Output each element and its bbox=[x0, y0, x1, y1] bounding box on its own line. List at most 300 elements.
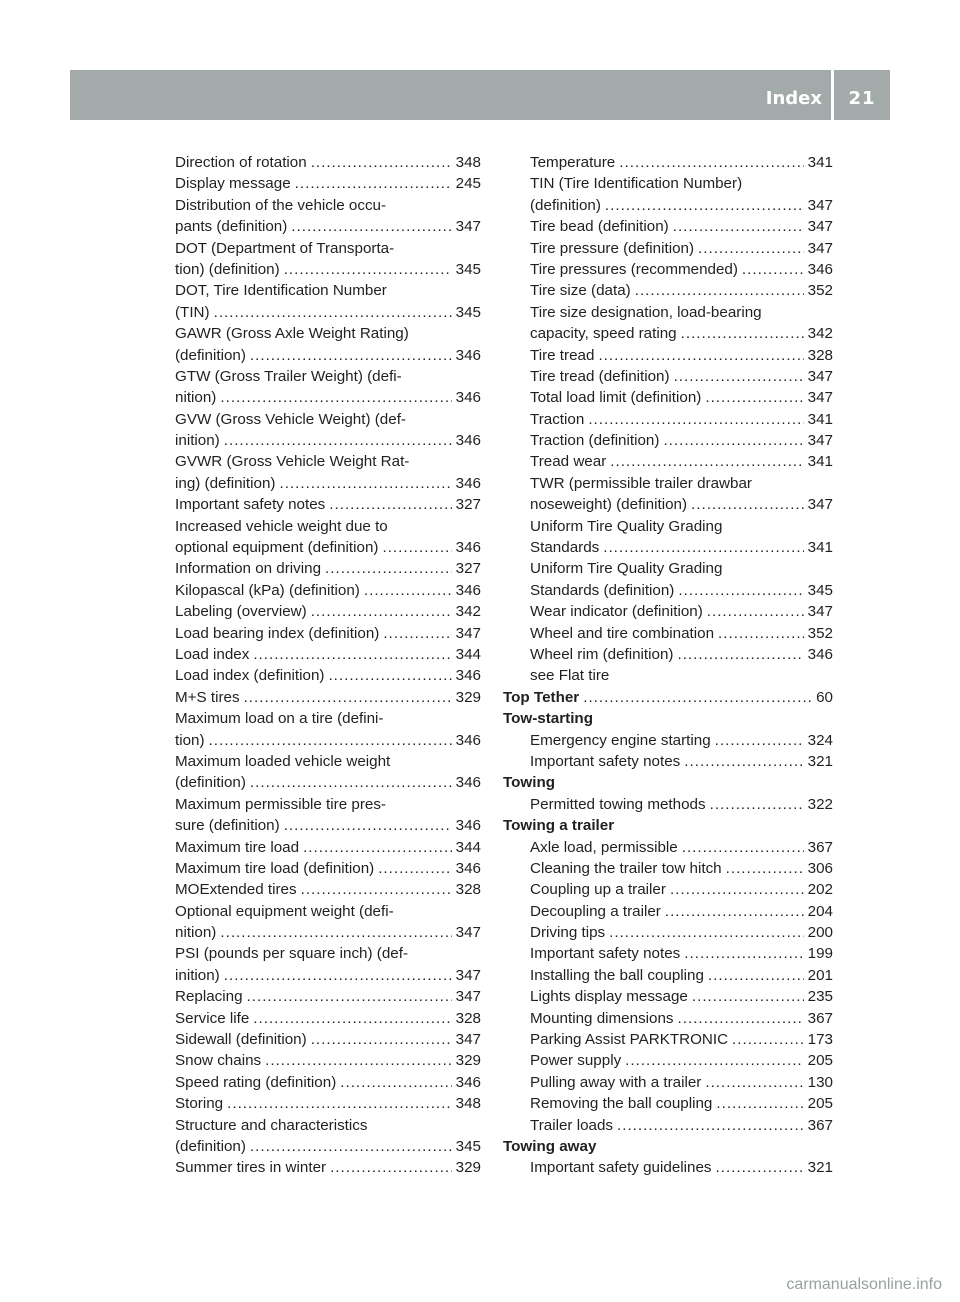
entry-text: Trailer loads bbox=[530, 1116, 613, 1134]
dot-leader bbox=[742, 259, 804, 280]
index-entry bbox=[175, 280, 481, 301]
dot-leader bbox=[598, 345, 803, 366]
index-entry bbox=[503, 601, 833, 622]
dot-leader bbox=[328, 665, 451, 686]
entry-text: Information on driving bbox=[175, 560, 322, 578]
index-entry bbox=[175, 387, 481, 408]
dot-leader bbox=[625, 1050, 803, 1071]
page-reference: 329 bbox=[455, 1159, 481, 1177]
entry-text: Towing away bbox=[503, 1137, 597, 1155]
dot-leader bbox=[665, 901, 804, 922]
dot-leader bbox=[250, 345, 452, 366]
dot-leader bbox=[716, 1157, 804, 1178]
index-entry bbox=[175, 1072, 481, 1093]
page-number: 21 bbox=[848, 88, 876, 109]
index-entry bbox=[503, 238, 833, 259]
dot-leader bbox=[265, 1050, 452, 1071]
page-reference: 341 bbox=[807, 154, 833, 171]
page-reference: 347 bbox=[455, 924, 481, 942]
dot-leader bbox=[718, 623, 804, 644]
index-entry bbox=[503, 430, 833, 451]
page-reference: 341 bbox=[807, 539, 833, 557]
page-reference: 324 bbox=[807, 731, 833, 749]
entry-text: PSI (pounds per square inch) (def- bbox=[175, 945, 408, 963]
index-entry bbox=[503, 1029, 833, 1050]
dot-leader bbox=[253, 644, 451, 665]
index-entry bbox=[175, 238, 481, 259]
index-entry bbox=[175, 1115, 481, 1136]
index-entry bbox=[175, 986, 481, 1007]
page-reference: 346 bbox=[455, 346, 481, 364]
entry-text: Maximum permissible tire pres- bbox=[175, 795, 386, 813]
entry-text: Lights display message bbox=[530, 988, 688, 1006]
page-reference: 347 bbox=[807, 239, 833, 257]
dot-leader bbox=[710, 794, 804, 815]
entry-text: GAWR (Gross Axle Weight Rating) bbox=[175, 325, 409, 343]
page-reference: 328 bbox=[455, 881, 481, 899]
index-entry bbox=[503, 409, 833, 430]
index-entry bbox=[503, 965, 833, 986]
dot-leader bbox=[382, 537, 451, 558]
dot-leader bbox=[220, 922, 451, 943]
index-entry bbox=[503, 473, 833, 494]
index-entry bbox=[175, 1008, 481, 1029]
page-reference: 346 bbox=[455, 774, 481, 792]
entry-text: inition) bbox=[175, 966, 220, 984]
entry-text: Direction of rotation bbox=[175, 154, 307, 171]
index-entry bbox=[503, 901, 833, 922]
entry-text: Coupling up a trailer bbox=[530, 881, 666, 899]
page-reference: 367 bbox=[807, 1009, 833, 1027]
entry-text: Snow chains bbox=[175, 1052, 262, 1070]
entry-text: Towing a trailer bbox=[503, 817, 615, 835]
page-reference: 346 bbox=[455, 474, 481, 492]
entry-text: Uniform Tire Quality Grading bbox=[530, 560, 723, 578]
dot-leader bbox=[726, 858, 804, 879]
entry-text: nition) bbox=[175, 389, 217, 407]
dot-leader bbox=[284, 815, 452, 836]
index-heading bbox=[503, 708, 833, 729]
entry-text: optional equipment (definition) bbox=[175, 539, 379, 557]
page-reference: 173 bbox=[807, 1031, 833, 1049]
index-entry bbox=[175, 687, 481, 708]
dot-leader bbox=[617, 1115, 804, 1136]
entry-text: Top Tether bbox=[503, 688, 580, 706]
page-reference: 352 bbox=[807, 624, 833, 642]
index-entry bbox=[175, 173, 481, 194]
index-entry bbox=[503, 1072, 833, 1093]
entry-text: DOT, Tire Identification Number bbox=[175, 282, 387, 300]
dot-leader bbox=[291, 216, 451, 237]
entry-text: Standards bbox=[530, 539, 600, 557]
page-reference: 321 bbox=[807, 1159, 833, 1177]
dot-leader bbox=[684, 751, 803, 772]
dot-leader bbox=[708, 965, 804, 986]
page-reference: 327 bbox=[455, 560, 481, 578]
index-entry bbox=[503, 516, 833, 537]
entry-text: Important safety notes bbox=[530, 945, 681, 963]
index-column-right bbox=[503, 152, 833, 1179]
dot-leader bbox=[588, 409, 803, 430]
index-entry bbox=[175, 794, 481, 815]
dot-leader bbox=[716, 1093, 803, 1114]
index-entry bbox=[503, 751, 833, 772]
page-reference: 347 bbox=[455, 988, 481, 1006]
index-entry bbox=[175, 708, 481, 729]
page-reference: 341 bbox=[807, 410, 833, 428]
entry-text: see Flat tire bbox=[530, 667, 610, 685]
page-reference: 205 bbox=[807, 1052, 833, 1070]
dot-leader bbox=[610, 451, 803, 472]
entry-text: GTW (Gross Trailer Weight) (defi- bbox=[175, 367, 402, 385]
index-entry bbox=[175, 430, 481, 451]
page-reference: 202 bbox=[807, 881, 833, 899]
dot-leader bbox=[340, 1072, 451, 1093]
entry-text: Tire tread bbox=[530, 346, 595, 364]
index-entry bbox=[175, 751, 481, 772]
entry-text: Traction bbox=[530, 410, 585, 428]
page-reference: 367 bbox=[807, 1116, 833, 1134]
index-entry bbox=[503, 580, 833, 601]
entry-text: (definition) bbox=[175, 774, 246, 792]
index-entry bbox=[175, 259, 481, 280]
index-entry bbox=[503, 1093, 833, 1114]
entry-text: Total load limit (definition) bbox=[530, 389, 702, 407]
page-reference: 346 bbox=[455, 432, 481, 450]
index-entry bbox=[175, 837, 481, 858]
index-heading bbox=[503, 1136, 833, 1157]
dot-leader bbox=[635, 280, 804, 301]
index-entry bbox=[503, 837, 833, 858]
dot-leader bbox=[619, 152, 803, 173]
section-title: Index bbox=[765, 88, 822, 109]
dot-leader bbox=[698, 238, 804, 259]
index-entry bbox=[175, 1050, 481, 1071]
entry-text: TWR (permissible trailer drawbar bbox=[530, 474, 752, 492]
page-reference: 347 bbox=[455, 218, 481, 236]
index-entry bbox=[175, 366, 481, 387]
index-entry bbox=[175, 943, 481, 964]
page-reference: 367 bbox=[807, 838, 833, 856]
page-reference: 344 bbox=[455, 645, 481, 663]
entry-text: Service life bbox=[175, 1009, 250, 1027]
entry-text: Storing bbox=[175, 1095, 224, 1113]
entry-text: Maximum tire load (definition) bbox=[175, 859, 375, 877]
page-reference: 130 bbox=[807, 1073, 833, 1091]
index-entry bbox=[175, 152, 481, 173]
index-entry bbox=[503, 152, 833, 173]
page-reference: 205 bbox=[807, 1095, 833, 1113]
dot-leader bbox=[583, 687, 812, 708]
entry-text: sure (definition) bbox=[175, 817, 280, 835]
entry-text: Replacing bbox=[175, 988, 243, 1006]
page-reference: 347 bbox=[455, 1031, 481, 1049]
entry-text: Tire size (data) bbox=[530, 282, 631, 300]
entry-text: Wheel rim (definition) bbox=[530, 645, 674, 663]
entry-text: Important safety notes bbox=[530, 752, 681, 770]
dot-leader bbox=[311, 1029, 452, 1050]
dot-leader bbox=[301, 879, 452, 900]
entry-text: Installing the ball coupling bbox=[530, 966, 704, 984]
entry-text: Speed rating (definition) bbox=[175, 1073, 337, 1091]
entry-text: Structure and characteristics bbox=[175, 1116, 368, 1134]
entry-text: nition) bbox=[175, 924, 217, 942]
dot-leader bbox=[330, 1157, 452, 1178]
index-entry bbox=[175, 473, 481, 494]
page-reference: 341 bbox=[807, 453, 833, 471]
dot-leader bbox=[250, 1136, 452, 1157]
entry-text: Maximum loaded vehicle weight bbox=[175, 752, 391, 770]
entry-text: Parking Assist PARKTRONIC bbox=[530, 1031, 729, 1049]
entry-text: Wheel and tire combination bbox=[530, 624, 715, 642]
index-entry bbox=[503, 1115, 833, 1136]
dot-leader bbox=[284, 259, 452, 280]
index-entry bbox=[175, 815, 481, 836]
dot-leader bbox=[224, 965, 452, 986]
entry-text: Tread wear bbox=[530, 453, 607, 471]
dot-leader bbox=[364, 580, 452, 601]
entry-text: Important safety notes bbox=[175, 496, 326, 514]
index-entry bbox=[175, 537, 481, 558]
entry-text: capacity, speed rating bbox=[530, 325, 677, 343]
index-entry bbox=[175, 494, 481, 515]
index-heading bbox=[503, 687, 833, 708]
entry-text: Sidewall (definition) bbox=[175, 1031, 307, 1049]
dot-leader bbox=[325, 558, 452, 579]
entry-text: MOExtended tires bbox=[175, 881, 297, 899]
index-entry bbox=[503, 537, 833, 558]
entry-text: TIN (Tire Identification Number) bbox=[530, 175, 743, 193]
dot-leader bbox=[684, 943, 803, 964]
index-heading bbox=[503, 815, 833, 836]
index-entry bbox=[175, 879, 481, 900]
index-entry bbox=[503, 195, 833, 216]
index-entry bbox=[175, 922, 481, 943]
dot-leader bbox=[692, 986, 804, 1007]
index-entry bbox=[175, 323, 481, 344]
entry-text: Wear indicator (definition) bbox=[530, 603, 703, 621]
page-reference: 348 bbox=[455, 1095, 481, 1113]
entry-text: Traction (definition) bbox=[530, 432, 660, 450]
page-reference: 322 bbox=[807, 795, 833, 813]
page-reference: 346 bbox=[455, 667, 481, 685]
dot-leader bbox=[311, 152, 452, 173]
index-entry bbox=[503, 387, 833, 408]
page-reference: 344 bbox=[455, 838, 481, 856]
watermark: carmanualsonline.info bbox=[786, 1276, 942, 1293]
index-entry bbox=[503, 366, 833, 387]
page-reference: 347 bbox=[807, 432, 833, 450]
entry-text: Labeling (overview) bbox=[175, 603, 307, 621]
dot-leader bbox=[663, 430, 803, 451]
index-entry bbox=[175, 665, 481, 686]
index-entry bbox=[503, 345, 833, 366]
page-reference: 347 bbox=[455, 624, 481, 642]
entry-text: Towing bbox=[503, 774, 556, 792]
index-entry bbox=[503, 644, 833, 665]
dot-leader bbox=[678, 1008, 804, 1029]
index-entry bbox=[175, 623, 481, 644]
entry-text: (TIN) bbox=[175, 303, 210, 321]
dot-leader bbox=[682, 837, 804, 858]
dot-leader bbox=[609, 922, 804, 943]
index-entry bbox=[175, 1157, 481, 1178]
page-reference: 328 bbox=[455, 1009, 481, 1027]
index-entry bbox=[503, 323, 833, 344]
dot-leader bbox=[244, 687, 452, 708]
dot-leader bbox=[209, 730, 452, 751]
entry-text: Increased vehicle weight due to bbox=[175, 517, 388, 535]
entry-text: Temperature bbox=[530, 154, 616, 171]
page-reference: 342 bbox=[455, 603, 481, 621]
dot-leader bbox=[707, 601, 804, 622]
dot-leader bbox=[311, 601, 452, 622]
dot-leader bbox=[673, 216, 804, 237]
page-reference: 342 bbox=[807, 325, 833, 343]
page-reference: 346 bbox=[455, 859, 481, 877]
page-reference: 60 bbox=[816, 688, 833, 706]
index-entry bbox=[175, 345, 481, 366]
page-reference: 347 bbox=[807, 196, 833, 214]
entry-text: Kilopascal (kPa) (definition) bbox=[175, 581, 360, 599]
entry-text: Optional equipment weight (defi- bbox=[175, 902, 394, 920]
index-entry bbox=[175, 580, 481, 601]
page-reference: 347 bbox=[807, 603, 833, 621]
entry-text: tion) (definition) bbox=[175, 260, 280, 278]
index-entry bbox=[175, 409, 481, 430]
entry-text: Maximum load on a tire (defini- bbox=[175, 710, 384, 728]
page-reference: 345 bbox=[807, 581, 833, 599]
index-entry bbox=[503, 302, 833, 323]
dot-leader bbox=[329, 494, 451, 515]
dot-leader bbox=[227, 1093, 452, 1114]
page-reference: 346 bbox=[807, 645, 833, 663]
index-entry bbox=[503, 665, 833, 686]
entry-text: Maximum tire load bbox=[175, 838, 300, 856]
dot-leader bbox=[250, 772, 452, 793]
entry-text: Driving tips bbox=[530, 924, 606, 942]
page-reference: 346 bbox=[455, 731, 481, 749]
page-reference: 321 bbox=[807, 752, 833, 770]
dot-leader bbox=[605, 195, 804, 216]
dot-leader bbox=[214, 302, 452, 323]
entry-text: inition) bbox=[175, 432, 220, 450]
index-entry bbox=[175, 302, 481, 323]
entry-text: GVW (Gross Vehicle Weight) (def- bbox=[175, 410, 406, 428]
dot-leader bbox=[603, 537, 803, 558]
dot-leader bbox=[253, 1008, 451, 1029]
entry-text: Tire tread (definition) bbox=[530, 367, 670, 385]
page-reference: 329 bbox=[455, 688, 481, 706]
dot-leader bbox=[220, 387, 451, 408]
page-reference: 201 bbox=[807, 966, 833, 984]
dot-leader bbox=[677, 644, 803, 665]
page-reference: 204 bbox=[807, 902, 833, 920]
index-entry bbox=[175, 901, 481, 922]
entry-text: Important safety guidelines bbox=[530, 1159, 712, 1177]
page-reference: 245 bbox=[455, 175, 481, 193]
entry-text: Power supply bbox=[530, 1052, 622, 1070]
page-reference: 346 bbox=[455, 539, 481, 557]
entry-text: ing) (definition) bbox=[175, 474, 276, 492]
dot-leader bbox=[705, 387, 803, 408]
index-entry bbox=[503, 1050, 833, 1071]
index-heading bbox=[503, 772, 833, 793]
entry-text: (definition) bbox=[175, 1137, 246, 1155]
page-reference: 347 bbox=[455, 966, 481, 984]
index-entry bbox=[503, 943, 833, 964]
index-entry bbox=[503, 173, 833, 194]
page-reference: 328 bbox=[807, 346, 833, 364]
dot-leader bbox=[383, 623, 451, 644]
entry-text: Decoupling a trailer bbox=[530, 902, 661, 920]
index-entry bbox=[503, 858, 833, 879]
page-reference: 199 bbox=[807, 945, 833, 963]
entry-text: Tow-starting bbox=[503, 710, 593, 728]
page-reference: 345 bbox=[455, 1137, 481, 1155]
entry-text: Emergency engine starting bbox=[530, 731, 711, 749]
page-reference: 347 bbox=[807, 218, 833, 236]
entry-text: Tire pressures (recommended) bbox=[530, 260, 738, 278]
index-entry bbox=[175, 451, 481, 472]
index-entry bbox=[503, 216, 833, 237]
index-entry bbox=[503, 986, 833, 1007]
index-entry bbox=[175, 558, 481, 579]
page-reference: 346 bbox=[455, 581, 481, 599]
index-entry bbox=[503, 730, 833, 751]
index-entry bbox=[175, 730, 481, 751]
index-entry bbox=[175, 644, 481, 665]
entry-text: Summer tires in winter bbox=[175, 1159, 327, 1177]
entry-text: Cleaning the trailer tow hitch bbox=[530, 859, 722, 877]
index-entry bbox=[175, 195, 481, 216]
entry-text: pants (definition) bbox=[175, 218, 288, 236]
entry-text: M+S tires bbox=[175, 688, 240, 706]
index-entry bbox=[503, 879, 833, 900]
entry-text: Distribution of the vehicle occu- bbox=[175, 196, 387, 214]
entry-text: Display message bbox=[175, 175, 291, 193]
dot-leader bbox=[674, 366, 804, 387]
dot-leader bbox=[247, 986, 452, 1007]
index-entry bbox=[503, 794, 833, 815]
page-reference: 235 bbox=[807, 988, 833, 1006]
entry-text: Mounting dimensions bbox=[530, 1009, 674, 1027]
entry-text: GVWR (Gross Vehicle Weight Rat- bbox=[175, 453, 410, 471]
page-reference: 327 bbox=[455, 496, 481, 514]
index-entry bbox=[503, 1008, 833, 1029]
index-entry bbox=[175, 1136, 481, 1157]
dot-leader bbox=[705, 1072, 803, 1093]
dot-leader bbox=[303, 837, 452, 858]
dot-leader bbox=[715, 730, 804, 751]
index-entry bbox=[175, 516, 481, 537]
page-reference: 200 bbox=[807, 924, 833, 942]
dot-leader bbox=[224, 430, 452, 451]
dot-leader bbox=[691, 494, 804, 515]
index-entry bbox=[503, 558, 833, 579]
page-reference: 345 bbox=[455, 260, 481, 278]
page-reference: 346 bbox=[455, 1073, 481, 1091]
page-reference: 346 bbox=[807, 260, 833, 278]
index-column-left bbox=[175, 152, 481, 1179]
entry-text: Load index (definition) bbox=[175, 667, 325, 685]
index-entry bbox=[503, 280, 833, 301]
index-entry bbox=[175, 772, 481, 793]
entry-text: DOT (Department of Transporta- bbox=[175, 239, 395, 257]
entry-text: Tire size designation, load-bearing bbox=[530, 303, 762, 321]
page-reference: 345 bbox=[455, 303, 481, 321]
entry-text: Axle load, permissible bbox=[530, 838, 678, 856]
